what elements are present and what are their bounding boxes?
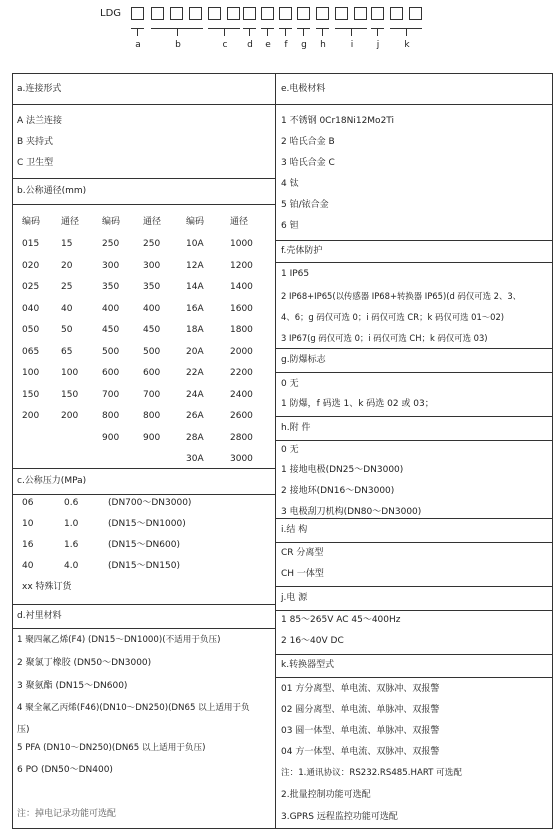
- section-c-note: xx 特殊订货: [22, 582, 72, 592]
- code-letter-k: k: [404, 40, 410, 50]
- code-box-11: [316, 7, 329, 20]
- code-box-1: [131, 7, 144, 20]
- bore-table-cell: 22A: [186, 368, 204, 378]
- section-h-item: 2 接地环(DN16～DN3000): [281, 486, 395, 496]
- bore-table-cell: 65: [61, 347, 73, 357]
- section-e-item: 4 钛: [281, 179, 299, 189]
- bore-table-cell: 040: [22, 304, 40, 314]
- bore-table-cell: 450: [102, 325, 120, 335]
- bore-table-cell: 2200: [230, 368, 253, 378]
- pressure-table-cell: 06: [22, 498, 34, 508]
- bore-table-cell: 600: [102, 368, 120, 378]
- bore-table-cell: 100: [22, 368, 40, 378]
- bore-table-cell: 050: [22, 325, 40, 335]
- section-e-item: 2 哈氏合金 B: [281, 137, 335, 147]
- bore-table-cell: 1000: [230, 239, 253, 249]
- section-i-item: CH 一体型: [281, 569, 324, 579]
- bore-table-cell: 20: [61, 261, 73, 271]
- bore-table-cell: 20A: [186, 347, 204, 357]
- bore-table-cell: 400: [102, 304, 120, 314]
- model-code-diagram: [0, 0, 559, 60]
- section-a-item: A 法兰连接: [17, 116, 63, 126]
- code-box-7: [243, 7, 256, 20]
- pressure-table-cell: 10: [22, 519, 34, 529]
- code-box-16: [409, 7, 422, 20]
- code-letter-d: d: [247, 40, 253, 50]
- bore-table-cell: 600: [143, 368, 161, 378]
- bore-table-header: 通径: [230, 217, 249, 227]
- section-b-title: b.公称通径(mm): [17, 186, 87, 196]
- bore-table-cell: 500: [143, 347, 161, 357]
- section-e-item: 1 不锈钢 0Cr18Ni12Mo2Ti: [281, 116, 395, 126]
- section-d-item: 4 聚全氟乙丙烯(F46)(DN10～DN250)(DN65 以上适用于负: [17, 703, 250, 713]
- section-d-note: 注：掉电记录功能可选配: [17, 809, 117, 819]
- bore-table-cell: 350: [102, 282, 120, 292]
- section-k-note: 2.批量控制功能可选配: [281, 790, 371, 800]
- bore-table-cell: 25: [61, 282, 73, 292]
- bore-table-cell: 16A: [186, 304, 204, 314]
- bore-table-header: 编码: [22, 217, 41, 227]
- section-d-item: 6 PO (DN50～DN400): [17, 765, 113, 775]
- section-k-note: 3.GPRS 远程监控功能可选配: [281, 812, 398, 822]
- section-g-title: g.防爆标志: [281, 355, 326, 365]
- bore-table-cell: 150: [61, 390, 79, 400]
- section-k-note: 注：1.通讯协议：RS232.RS485.HART 可选配: [281, 768, 462, 778]
- section-f-item: 3 IP67(g 码仅可选 0；i 码仅可选 CH；k 码仅可选 03): [281, 333, 488, 343]
- pressure-table-cell: 16: [22, 540, 34, 550]
- section-k-item: 01 方分离型、单电流、双脉冲、双报警: [281, 684, 440, 694]
- code-box-12: [335, 7, 348, 20]
- section-g-item: 0 无: [281, 379, 299, 389]
- section-h-item: 0 无: [281, 445, 299, 455]
- section-j-item: 1 85～265V AC 45～400Hz: [281, 615, 401, 625]
- code-letter-h: h: [320, 40, 326, 50]
- code-box-2: [151, 7, 164, 20]
- code-letter-a: a: [135, 40, 141, 50]
- code-box-13: [354, 7, 367, 20]
- section-j-title: j.电 源: [281, 593, 308, 603]
- code-letter-g: g: [301, 40, 307, 50]
- bore-table-cell: 30A: [186, 454, 204, 464]
- section-f-item: 2 IP68+IP65(以传感器 IP68+转换器 IP65)(d 码仅可选 2、3、: [281, 291, 522, 301]
- bore-table-cell: 10A: [186, 239, 204, 249]
- section-e-item: 3 哈氏合金 C: [281, 158, 335, 168]
- pressure-table-cell: 1.6: [64, 540, 79, 550]
- code-letter-j: j: [376, 40, 380, 50]
- bore-table-cell: 020: [22, 261, 40, 271]
- section-a-item: B 夹持式: [17, 137, 54, 147]
- bore-table-cell: 2400: [230, 390, 253, 400]
- bore-table-cell: 065: [22, 347, 40, 357]
- bore-table-cell: 900: [143, 433, 161, 443]
- bore-table-cell: 900: [102, 433, 120, 443]
- code-box-8: [261, 7, 274, 20]
- bore-table-cell: 2000: [230, 347, 253, 357]
- bore-table-cell: 18A: [186, 325, 204, 335]
- section-j-item: 2 16～40V DC: [281, 636, 344, 646]
- code-box-5: [208, 7, 221, 20]
- section-a-item: C 卫生型: [17, 158, 54, 168]
- bore-table-cell: 300: [143, 261, 161, 271]
- bore-table-cell: 2800: [230, 433, 253, 443]
- section-d-item: 压): [17, 725, 30, 735]
- bore-table-cell: 26A: [186, 411, 204, 421]
- bore-table-cell: 24A: [186, 390, 204, 400]
- pressure-table-cell: (DN15～DN1000): [108, 519, 186, 529]
- bore-table-cell: 025: [22, 282, 40, 292]
- code-letter-e: e: [265, 40, 271, 50]
- pressure-table-cell: (DN15～DN600): [108, 540, 180, 550]
- bore-table-header: 通径: [61, 217, 80, 227]
- bore-table-cell: 300: [102, 261, 120, 271]
- bore-table-cell: 200: [61, 411, 79, 421]
- model-prefix: LDG: [100, 8, 122, 19]
- bore-table-cell: 350: [143, 282, 161, 292]
- code-box-15: [390, 7, 403, 20]
- bore-table-cell: 450: [143, 325, 161, 335]
- bore-table-cell: 150: [22, 390, 40, 400]
- bore-table-cell: 1200: [230, 261, 253, 271]
- section-f-item: 1 IP65: [281, 269, 310, 279]
- bore-table-cell: 500: [102, 347, 120, 357]
- bore-table-cell: 015: [22, 239, 40, 249]
- bore-table-cell: 700: [102, 390, 120, 400]
- bore-table-cell: 15: [61, 239, 73, 249]
- pressure-table-cell: 4.0: [64, 561, 79, 571]
- section-e-item: 5 铂/铱合金: [281, 200, 329, 210]
- bore-table-cell: 200: [22, 411, 40, 421]
- bore-table-cell: 14A: [186, 282, 204, 292]
- code-letter-i: i: [350, 40, 354, 50]
- section-e-item: 6 钽: [281, 221, 299, 231]
- bore-table-cell: 250: [143, 239, 161, 249]
- code-box-9: [279, 7, 292, 20]
- pressure-table-cell: 0.6: [64, 498, 79, 508]
- bore-table-cell: 28A: [186, 433, 204, 443]
- bore-table-header: 编码: [186, 217, 205, 227]
- section-h-item: 3 电极刮刀机构(DN80～DN3000): [281, 507, 422, 517]
- code-box-4: [189, 7, 202, 20]
- section-i-item: CR 分离型: [281, 548, 324, 558]
- section-h-item: 1 接地电极(DN25～DN3000): [281, 465, 404, 475]
- bore-table-cell: 800: [102, 411, 120, 421]
- pressure-table-cell: 40: [22, 561, 34, 571]
- bore-table-header: 编码: [102, 217, 121, 227]
- code-letter-b: b: [175, 40, 181, 50]
- section-i-title: i.结 构: [281, 525, 308, 535]
- bore-table-header: 通径: [143, 217, 162, 227]
- section-k-item: 03 圆一体型、单电流、单脉冲、双报警: [281, 726, 440, 736]
- pressure-table-cell: (DN700～DN3000): [108, 498, 192, 508]
- bore-table-cell: 100: [61, 368, 79, 378]
- section-k-title: k.转换器型式: [281, 660, 335, 670]
- bore-table-cell: 700: [143, 390, 161, 400]
- section-d-item: 3 聚氨酯 (DN15～DN600): [17, 681, 128, 691]
- section-d-item: 2 聚氯丁橡胶 (DN50～DN3000): [17, 658, 152, 668]
- bore-table-cell: 50: [61, 325, 73, 335]
- bore-table-cell: 1600: [230, 304, 253, 314]
- code-box-6: [227, 7, 240, 20]
- section-f-item: 4、6；g 码仅可选 0；i 码仅可选 CR；k 码仅可选 01～02): [281, 312, 505, 322]
- pressure-table-cell: (DN15～DN150): [108, 561, 180, 571]
- section-g-item: 1 防爆，f 码选 1、k 码选 02 或 03；: [281, 399, 434, 409]
- section-k-item: 02 圆分离型、单电流、单脉冲、双报警: [281, 705, 440, 715]
- bore-table-cell: 40: [61, 304, 73, 314]
- bore-table-cell: 1800: [230, 325, 253, 335]
- column-divider: [275, 73, 276, 829]
- code-box-10: [297, 7, 310, 20]
- section-d-title: d.衬里材料: [17, 611, 62, 621]
- section-a-title: a.连接形式: [17, 84, 62, 94]
- bore-table-cell: 2600: [230, 411, 253, 421]
- section-h-title: h.附 件: [281, 423, 311, 433]
- section-f-title: f.壳体防护: [281, 246, 323, 256]
- bore-table-cell: 3000: [230, 454, 253, 464]
- code-letter-c: c: [222, 40, 228, 50]
- code-box-14: [371, 7, 384, 20]
- pressure-table-cell: 1.0: [64, 519, 79, 529]
- section-k-item: 04 方一体型、单电流、双脉冲、双报警: [281, 747, 440, 757]
- section-d-item: 5 PFA (DN10～DN250)(DN65 以上适用于负压): [17, 743, 206, 753]
- bore-table-cell: 400: [143, 304, 161, 314]
- section-c-title: c.公称压力(MPa): [17, 476, 87, 486]
- code-letter-f: f: [284, 40, 288, 50]
- bore-table-cell: 800: [143, 411, 161, 421]
- section-e-title: e.电极材料: [281, 84, 326, 94]
- bore-table-cell: 12A: [186, 261, 204, 271]
- code-box-3: [170, 7, 183, 20]
- bore-table-cell: 1400: [230, 282, 253, 292]
- bore-table-cell: 250: [102, 239, 120, 249]
- section-d-item: 1 聚四氟乙烯(F4) (DN15～DN1000)(不适用于负压): [17, 635, 221, 645]
